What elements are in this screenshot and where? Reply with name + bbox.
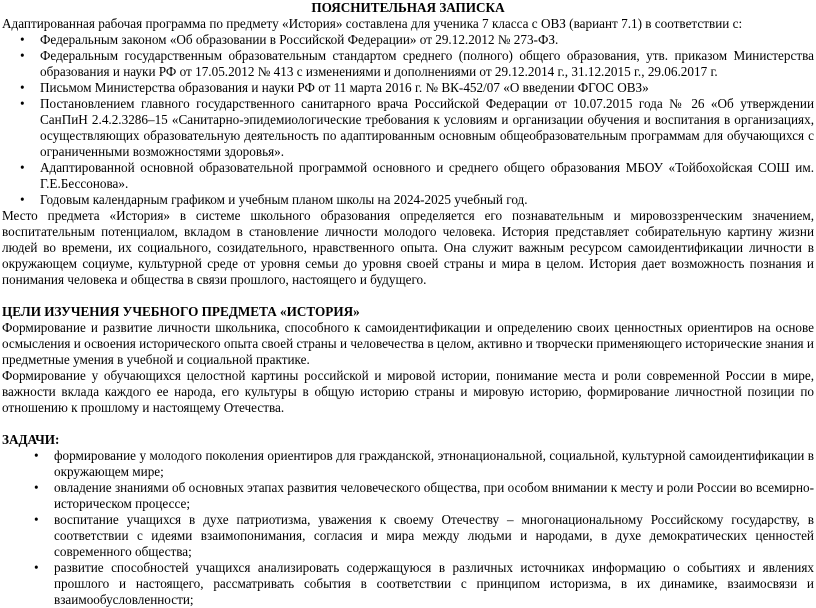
list-item: • Письмом Министерства образования и науки РФ от 11 марта 2016 г. № ВК-452/07 «О введении ФГОС ОВЗ» (20, 80, 649, 95)
list-item: • формирование у молодого поколения ориентиров для гражданской, этнонациональной, социальной, культурной самоидентификации в окружающем мире; (34, 448, 814, 479)
bullet-icon: • (34, 512, 39, 527)
bullet-icon: • (20, 96, 25, 111)
bullet-icon: • (20, 48, 25, 63)
subject-place-paragraph: Место предмета «История» в системе школьного образования определяется его познавательным и мировоззренческим значением, воспитательным потенциалом, вкладом в становление личности молодого человека. История представляет собирательную картину жизни людей во времени, их социального, созидательного, нравственного опыта. Она служит важным ресурсом самоидентификации личности в окружающем социуме, культурной среде от уровня семьи до уровня своей страны и мира в целом. История дает возможность познания и понимания человека и общества в связи прошлого, настоящего и будущего. (2, 208, 814, 287)
bullet-icon: • (20, 32, 25, 47)
list-item: • воспитание учащихся в духе патриотизма, уважения к своему Отечеству – многонациональному Российскому государству, в соответствии с идеями взаимопонимания, согласия и мира между людьми и народами, в духе демократических ценностей современного общества; (34, 512, 814, 559)
list-item: • развитие способностей учащихся анализировать содержащуюся в различных источниках информацию о событиях и явлениях прошлого и настоящего, рассматривать события в соответствии с принципом историзма, в их динамике, взаимосвязи и взаимообусловленности; (34, 560, 814, 607)
tasks-list (2, 448, 814, 608)
document-title: ПОЯСНИТЕЛЬНАЯ ЗАПИСКА (311, 0, 505, 15)
bullet-icon: • (34, 560, 39, 575)
list-item: • овладение знаниями об основных этапах развития человеческого общества, при особом внимании к месту и роли России во всемирно-историческом процессе; (34, 480, 814, 511)
list-item: • Федеральным законом «Об образовании в Российской Федерации» от 29.12.2012 № 273-ФЗ. (20, 32, 559, 47)
goal-paragraph: Формирование у обучающихся целостной картины российской и мировой истории, понимание места и роли современной России в мире, важности вклада каждого ее народа, его культуры в общую историю страны и мировую историю, формирование личностной позиции по отношению к прошлому и настоящему Отечества. (2, 368, 814, 415)
goal-paragraph: Формирование и развитие личности школьника, способного к самоидентификации и определению своих ценностных ориентиров на основе осмысления и освоения исторического опыта своей страны и человечества в целом, активно и творчески применяющего исторические знания и предметные умения в учебной и социальной практике. (2, 320, 814, 367)
bullet-icon: • (34, 448, 39, 463)
goals-heading: ЦЕЛИ ИЗУЧЕНИЯ УЧЕБНОГО ПРЕДМЕТА «ИСТОРИЯ» (2, 304, 360, 319)
intro-paragraph: Адаптированная рабочая программа по предмету «История» составлена для ученика 7 класса с ОВЗ (вариант 7.1) в соответствии с: (2, 16, 743, 31)
list-item: • Годовым календарным графиком и учебным планом школы на 2024-2025 учебный год. (20, 192, 528, 207)
list-item: • Постановлением главного государственного санитарного врача Российской Федерации от 10.07.2015 года № 26 «Об утверждении СанПиН 2.4.2.3286–15 «Санитарно-эпидемиологические требования к условиям и организации обучения и воспитания в организациях, осуществляющих образовательную деятельность по адаптированным основным общеобразовательным программам для обучающихся с ограниченными возможностями здоровья». (20, 96, 814, 159)
bullet-icon: • (20, 80, 25, 95)
bullet-icon: • (20, 160, 25, 175)
bullet-icon: • (34, 480, 39, 495)
tasks-heading: ЗАДАЧИ: (2, 432, 60, 447)
list-item: • Адаптированной основной образовательной программой основного и среднего общего образования МБОУ «Тойбохойская СОШ им. Г.Е.Бессонова». (20, 160, 814, 191)
bullet-icon: • (20, 192, 25, 207)
list-item: • Федеральным государственным образовательным стандартом среднего (полного) общего образования, утв. приказом Министерства образования и науки РФ от 17.05.2012 № 413 с изменениями и дополнениями от 29.12.2014 г., 31.12.2015 г., 29.06.2017 г. (20, 48, 814, 79)
legal-documents-list (2, 32, 814, 208)
